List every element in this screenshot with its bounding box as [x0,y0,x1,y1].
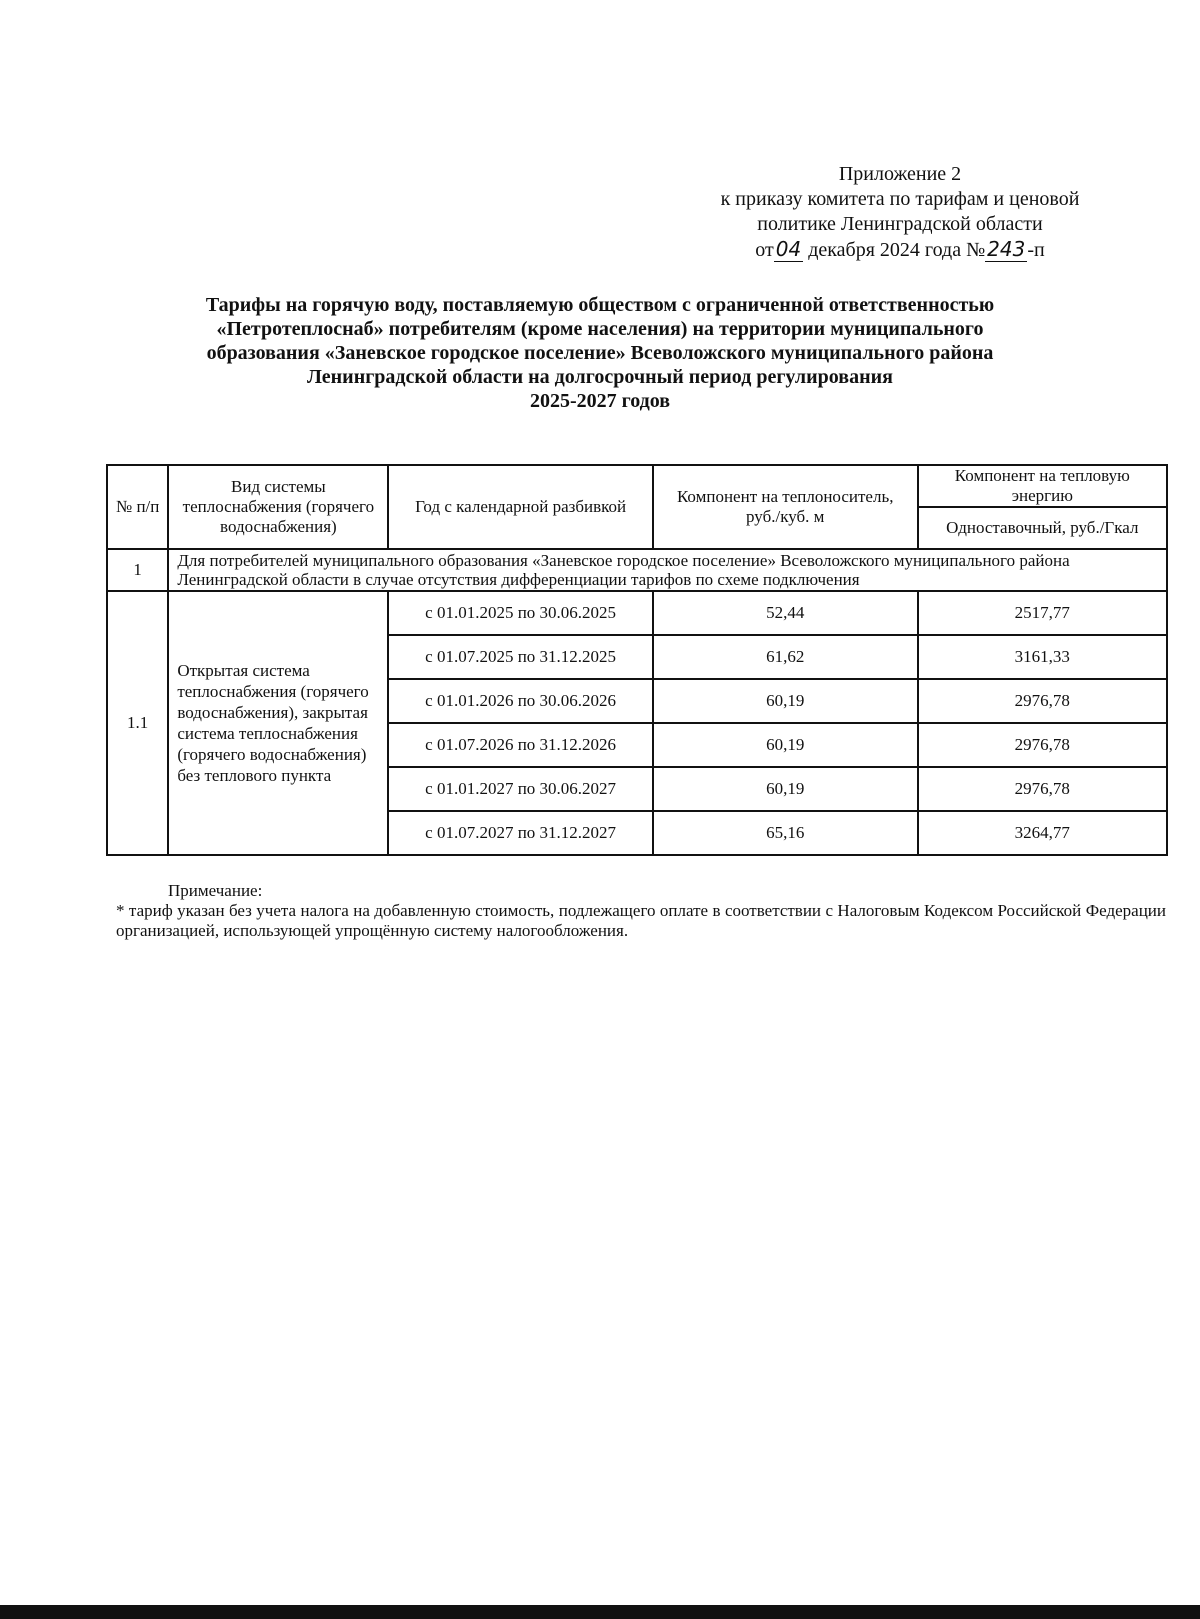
header-system: Вид системы теплоснабжения (горячего водоснабжения) [168,465,388,549]
note-text: * тариф указан без учета налога на добавленную стоимость, подлежащего оплате в соответствии с Налоговым Кодексом Российской Федерации организацией, использующей упрощённую систему налогообложения. [116,901,1166,940]
energy-cell: 3161,33 [918,635,1167,679]
period-cell: с 01.01.2025 по 30.06.2025 [388,591,652,635]
carrier-cell: 60,19 [653,723,918,767]
group-num: 1 [107,549,168,591]
header-carrier: Компонент на теплоноситель, руб./куб. м [653,465,918,549]
period-cell: с 01.07.2025 по 31.12.2025 [388,635,652,679]
carrier-cell: 65,16 [653,811,918,855]
appendix-line-order: к приказу комитета по тарифам и ценовой [720,188,1080,210]
energy-cell: 2976,78 [918,723,1167,767]
header-row [107,465,1167,507]
carrier-cell: 60,19 [653,767,918,811]
appendix-block [675,162,1125,263]
energy-cell: 2517,77 [918,591,1167,635]
handwritten-day: 04 [775,237,802,261]
document-title [100,293,1100,413]
note-block [116,881,1166,941]
title-line-5: 2025-2027 годов [529,390,671,412]
appendix-line-region: политике Ленинградской области [757,213,1043,235]
note-heading: Примечание: [168,881,263,900]
header-year: Год с календарной разбивкой [388,465,652,549]
scan-edge-bar [0,1605,1200,1619]
number-suffix: -п [1027,239,1045,261]
period-cell: с 01.07.2026 по 31.12.2026 [388,723,652,767]
title-line-3: образования «Заневское городское поселение» Всеволожского муниципального района [206,342,994,364]
title-line-4: Ленинградской области на долгосрочный период регулирования [307,366,893,388]
carrier-cell: 52,44 [653,591,918,635]
period-cell: с 01.01.2027 по 30.06.2027 [388,767,652,811]
energy-cell: 3264,77 [918,811,1167,855]
period-cell: с 01.07.2027 по 31.12.2027 [388,811,652,855]
group-row [107,549,1167,591]
carrier-cell: 60,19 [653,679,918,723]
header-num: № п/п [107,465,168,549]
date-prefix: от [755,239,774,261]
header-energy-sub: Одноставочный, руб./Гкал [918,507,1167,549]
title-line-2: «Петротеплоснаб» потребителям (кроме населения) на территории муниципального [216,318,984,340]
energy-cell: 2976,78 [918,679,1167,723]
period-cell: с 01.01.2026 по 30.06.2026 [388,679,652,723]
tariff-table [106,464,1168,856]
subgroup-num: 1.1 [107,591,168,855]
handwritten-number: 243 [987,237,1026,261]
subgroup-system: Открытая система теплоснабжения (горячего водоснабжения), закрытая система теплоснабжения (горячего водоснабжения) без теплового пункта [168,591,388,855]
appendix-date-line [675,237,1125,263]
title-line-1: Тарифы на горячую воду, поставляемую обществом с ограниченной ответственностью [205,294,995,316]
table-row [107,591,1167,635]
header-energy: Компонент на тепловую энергию [918,465,1167,507]
appendix-title: Приложение 2 [838,163,962,185]
energy-cell: 2976,78 [918,767,1167,811]
carrier-cell: 61,62 [653,635,918,679]
date-middle: декабря 2024 года № [808,239,986,261]
group-text: Для потребителей муниципального образования «Заневское городское поселение» Всеволожского муниципального района Ленинградской области в случае отсутствия дифференциации тарифов по схеме подключения [168,549,1167,591]
